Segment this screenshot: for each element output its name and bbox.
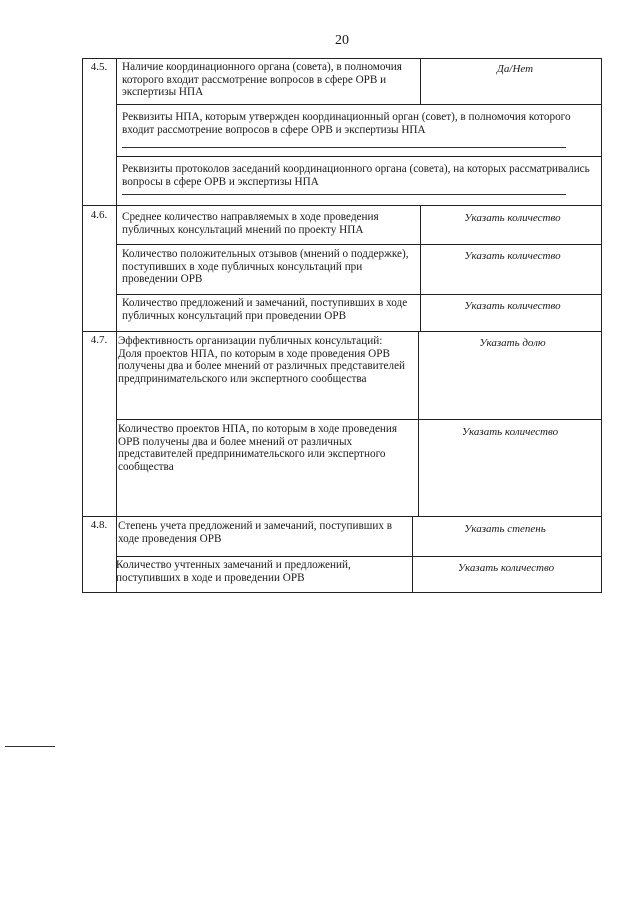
row-text: Эффективность организации публичных консультаций: Доля проектов НПА, по которым в ходе проведения ОРВ получены два и более мнений от различных представителей предпринимательского или экспертного сообщества bbox=[118, 335, 406, 385]
row-text: Количество проектов НПА, по которым в ходе проведения ОРВ получены два и более мнений от различных представителей предпринимательского или экспертного сообщества bbox=[118, 423, 398, 473]
row-answer: Указать количество bbox=[464, 250, 561, 262]
section-number: 4.7. bbox=[90, 334, 108, 346]
row-answer: Указать количество bbox=[464, 300, 561, 312]
blank-line bbox=[122, 194, 566, 195]
row-text: Количество предложений и замечаний, поступивших в ходе публичных консультаций при проведении ОРВ bbox=[122, 297, 408, 322]
row-answer: Указать степень bbox=[464, 523, 546, 535]
row-text: Реквизиты НПА, которым утвержден координационный орган (совет), в полномочия которого входит рассмотрение вопросов в сфере ОРВ и экспертизы НПА bbox=[122, 111, 571, 136]
row-text: Количество учтенных замечаний и предложений, поступивших в ходе и проведении ОРВ bbox=[116, 559, 351, 584]
row-answer: Указать долю bbox=[479, 337, 546, 349]
row-answer: Указать количество bbox=[461, 426, 559, 438]
row-text: Наличие координационного органа (совета), в полномочия которого входит рассмотрение вопросов в сфере ОРВ и экспертизы НПА bbox=[122, 61, 402, 99]
row-text: Количество положительных отзывов (мнений о поддержке), поступивших в ходе публичных консультаций при проведении ОРВ bbox=[122, 248, 409, 286]
page-number: 20 bbox=[335, 33, 349, 48]
row-text: Реквизиты протоколов заседаний координационного органа (совета), на которых рассматривались вопросы в сфере ОРВ и экспертизы НПА bbox=[122, 163, 590, 188]
row-answer: Указать количество bbox=[464, 212, 561, 224]
footnote-separator bbox=[5, 746, 55, 747]
section-number: 4.5. bbox=[90, 61, 108, 73]
row-answer: Указать количество bbox=[457, 562, 555, 574]
row-answer: Да/Нет bbox=[496, 63, 534, 75]
blank-line bbox=[122, 147, 566, 148]
row-text: Степень учета предложений и замечаний, поступивших в ходе проведения ОРВ bbox=[118, 520, 393, 545]
row-text: Среднее количество направляемых в ходе проведения публичных консультаций мнений по проекту НПА bbox=[122, 211, 379, 236]
section-number: 4.8. bbox=[90, 519, 108, 531]
section-number: 4.6. bbox=[90, 209, 108, 221]
